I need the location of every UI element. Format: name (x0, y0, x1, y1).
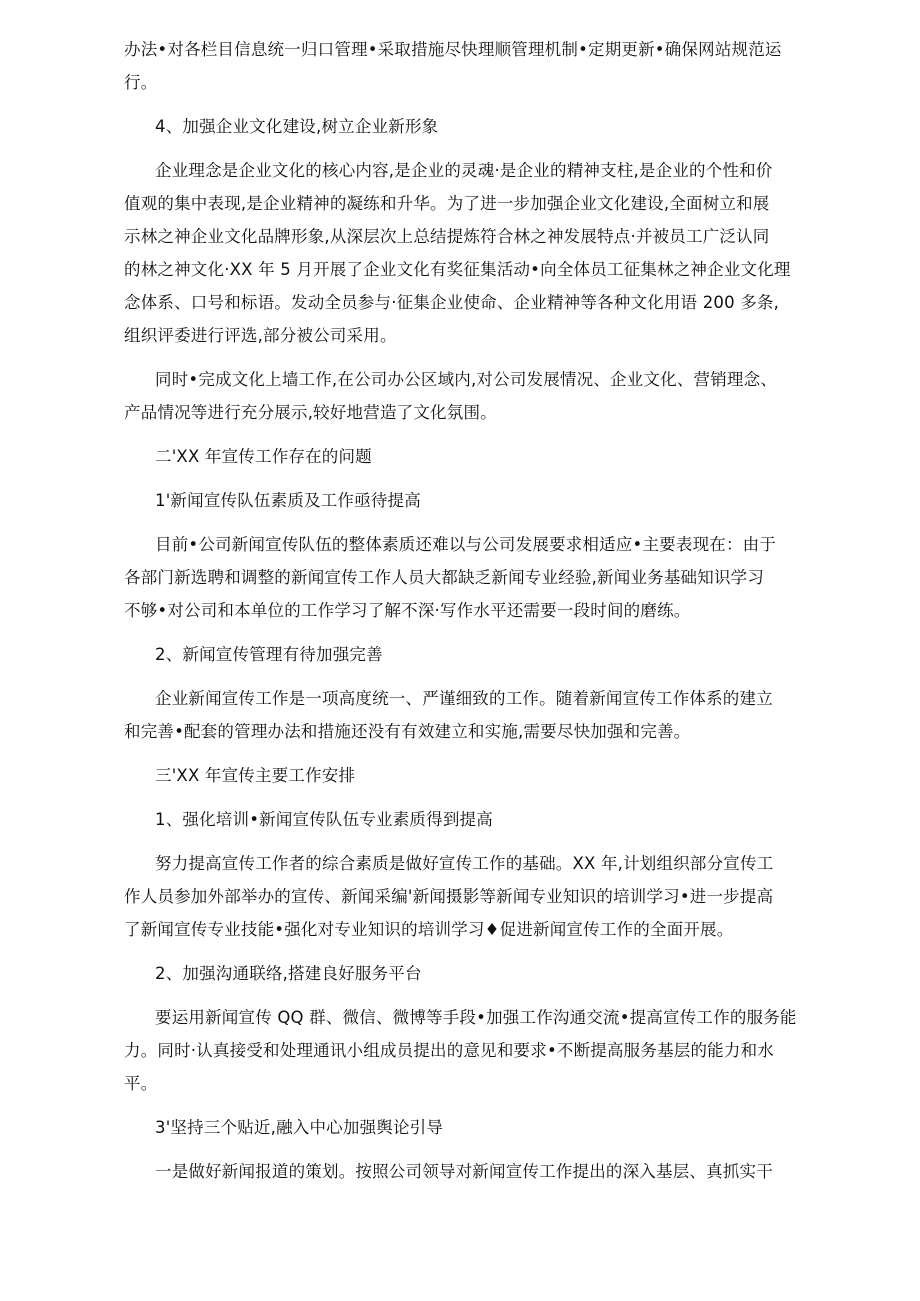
text-line: 同时•完成文化上墙工作,在公司办公区域内,对公司发展情况、企业文化、营销理念、 (155, 370, 778, 389)
text-line: 作人员参加外部举办的宣传、新闻采编'新闻摄影等新闻专业知识的培训学习•进一步提高 (124, 887, 774, 906)
text-line: 平。 (124, 1074, 158, 1093)
text-line: 要运用新闻宣传 QQ 群、微信、微博等手段•加强工作沟通交流•提高宣传工作的服务能 (155, 1008, 797, 1027)
section-heading: 1'新闻宣传队伍素质及工作亟待提高 (155, 491, 421, 510)
section-heading: 二'XX 年宣传工作存在的问题 (155, 447, 372, 466)
text-line: 力。同时·认真接受和处理通讯小组成员提出的意见和要求•不断提高服务基层的能力和水 (124, 1041, 774, 1060)
section-heading: 2、新闻宣传管理有待加强完善 (155, 645, 383, 664)
section-heading: 4、加强企业文化建设,树立企业新形象 (155, 117, 439, 136)
text-line: 办法•对各栏目信息统一归口管理•采取措施尽快理顺管理机制•定期更新•确保网站规范运 (124, 40, 782, 59)
text-line: 示林之神企业文化品牌形象,从深层次上总结提炼符合林之神发展特点·并被员工广泛认同 (124, 227, 770, 246)
text-line: 行。 (124, 73, 158, 92)
text-line: 了新闻宣传专业技能•强化对专业知识的培训学习♦促进新闻宣传工作的全面开展。 (124, 920, 734, 939)
section-heading: 三'XX 年宣传主要工作安排 (155, 766, 356, 785)
text-line: 念体系、口号和标语。发动全员参与·征集企业使命、企业精神等各种文化用语 200 多条, (124, 293, 780, 312)
text-line: 目前•公司新闻宣传队伍的整体素质还难以与公司发展要求相适应•主要表现在：由于 (155, 535, 777, 554)
section-heading: 3'坚持三个贴近,融入中心加强舆论引导 (155, 1118, 444, 1137)
text-line: 不够•对公司和本单位的工作学习了解不深·写作水平还需要一段时间的磨练。 (124, 601, 691, 620)
text-line: 产品情况等进行充分展示,较好地营造了文化氛围。 (124, 403, 497, 422)
text-line: 各部门新选聘和调整的新闻宣传工作人员大都缺乏新闻专业经验,新闻业务基础知识学习 (124, 568, 765, 587)
text-line: 努力提高宣传工作者的综合素质是做好宣传工作的基础。XX 年,计划组织部分宣传工 (155, 854, 774, 873)
text-line: 组织评委进行评选,部分被公司采用。 (124, 326, 397, 345)
text-line: 企业理念是企业文化的核心内容,是企业的灵魂·是企业的精神支柱,是企业的个性和价 (155, 161, 773, 180)
text-line: 的林之神文化·XX 年 5 月开展了企业文化有奖征集活动•向全体员工征集林之神企业文化理 (124, 260, 791, 279)
text-line: 值观的集中表现,是企业精神的凝练和升华。为了进一步加强企业文化建设,全面树立和展 (124, 194, 770, 213)
section-heading: 2、加强沟通联络,搭建良好服务平台 (155, 964, 422, 983)
text-line: 一是做好新闻报道的策划。按照公司领导对新闻宣传工作提出的深入基层、真抓实干 (155, 1162, 773, 1181)
section-heading: 1、强化培训•新闻宣传队伍专业素质得到提高 (155, 810, 493, 829)
text-line: 和完善•配套的管理办法和措施还没有有效建立和实施,需要尽快加强和完善。 (124, 722, 691, 741)
text-line: 企业新闻宣传工作是一项高度统一、严谨细致的工作。随着新闻宣传工作体系的建立 (155, 689, 773, 708)
